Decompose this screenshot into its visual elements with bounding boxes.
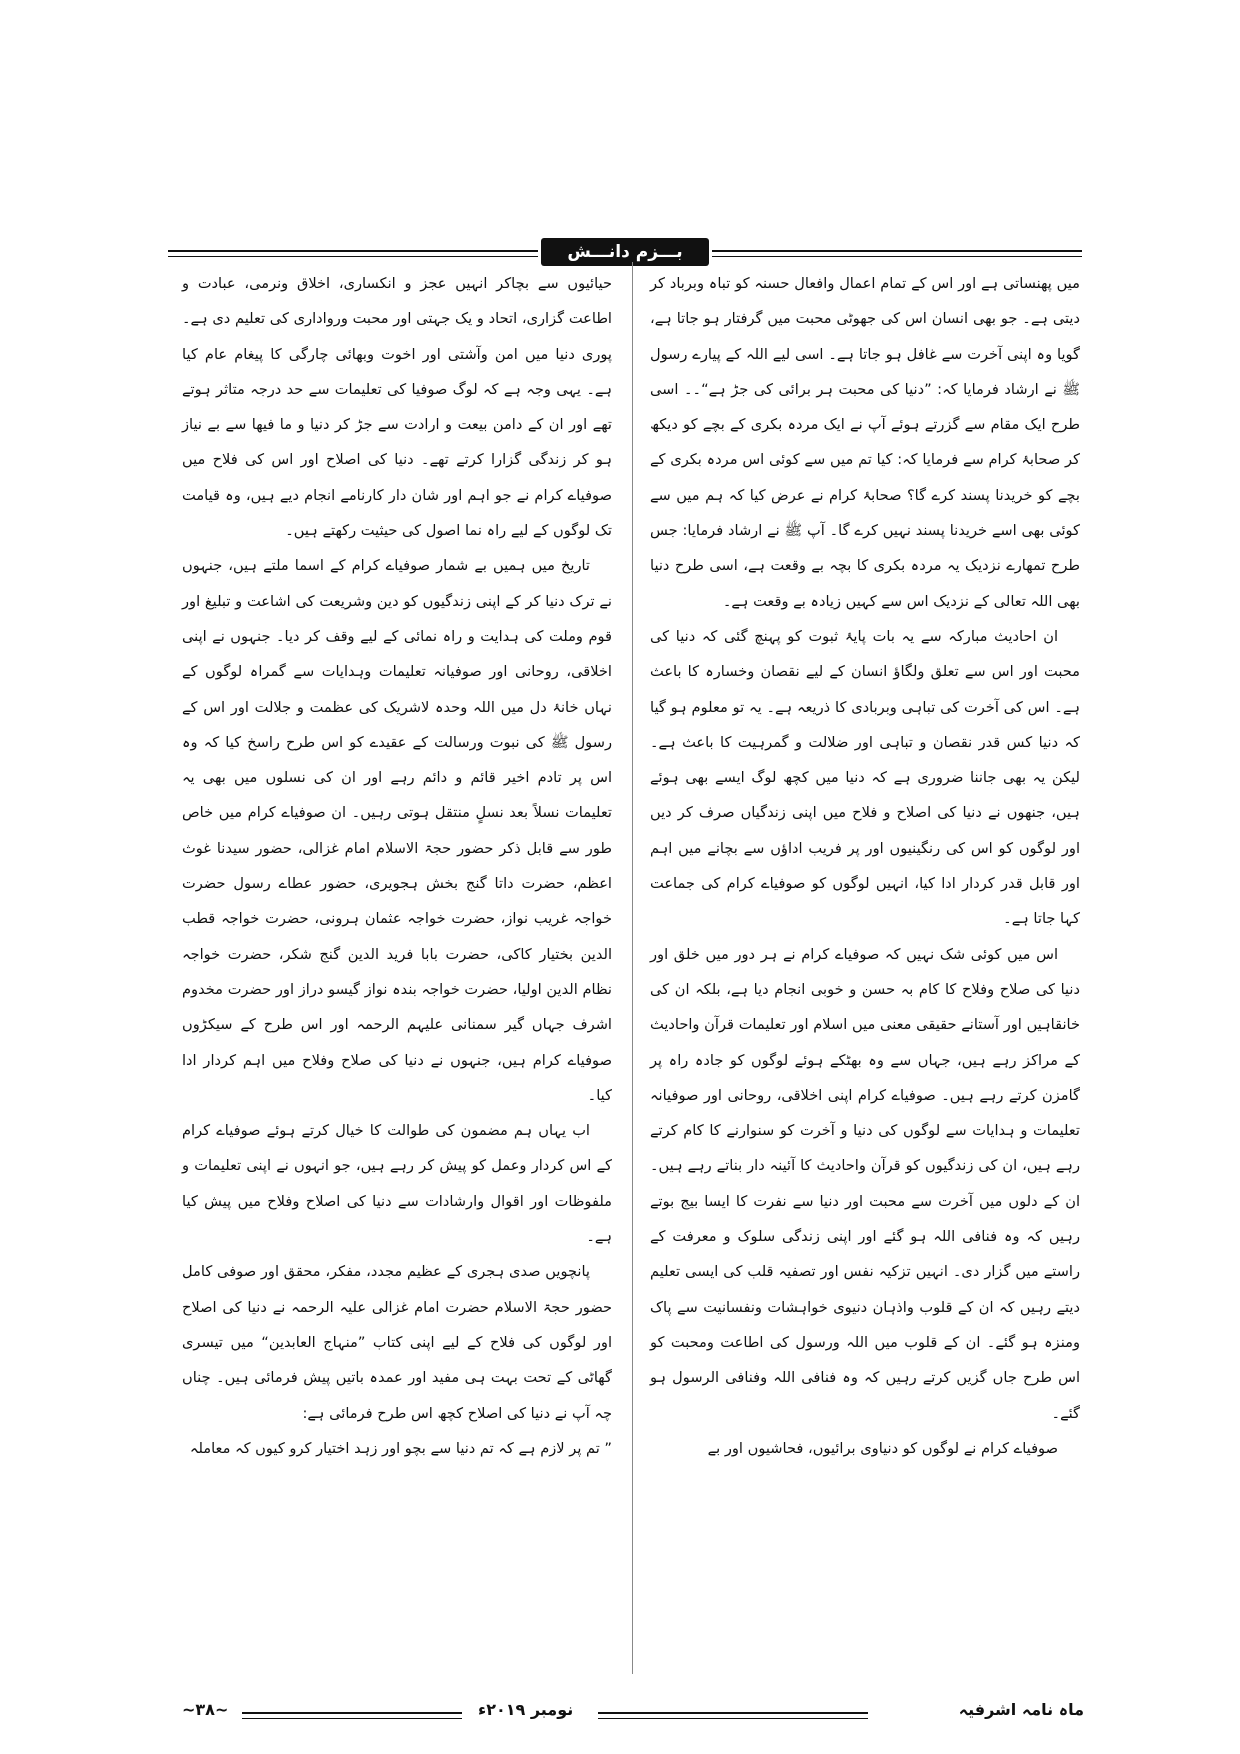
magazine-name: ماہ نامہ اشرفیہ	[958, 1700, 1084, 1719]
page-footer	[178, 1694, 1084, 1728]
header-rule-right-thin	[712, 256, 1082, 257]
header-rule-left-thin	[168, 256, 538, 257]
paragraph: میں پھنساتی ہے اور اس کے تمام اعمال وافعال حسنہ کو تباہ وبرباد کر دیتی ہے۔ جو بھی انسان اس کی جھوٹی محبت میں گرفتار ہو جاتا ہے، گویا وہ اپنی آخرت سے غافل ہو جاتا ہے۔ اسی لیے اللہ کے پیارے رسول ﷺ نے ارشاد فرمایا کہ: ”دنیا کی محبت ہر برائی کی جڑ ہے“۔۔ اسی طرح ایک مقام سے گزرتے ہوئے آپ نے ایک مردہ بکری کے بچے کو دیکھ کر صحابۂ کرام سے فرمایا کہ: کیا تم میں سے کوئی اس مردہ بکری کے بچے کو خریدنا پسند کرے گا؟ صحابۂ کرام نے عرض کیا کہ ہم میں سے کوئی بھی اسے خریدنا پسند نہیں کرے گا۔ آپ ﷺ نے ارشاد فرمایا: جس طرح تمھارے نزدیک یہ مردہ بکری کا بچہ بے وقعت ہے، اسی طرح دنیا بھی اللہ تعالی کے نزدیک اس سے کہیں زیادہ بے وقعت ہے۔	[650, 275, 1080, 610]
right-column	[650, 266, 1080, 1676]
left-column	[182, 266, 612, 1676]
header-rule-left	[168, 250, 538, 252]
paragraph: حیائیوں سے بچاکر انہیں عجز و انکساری، اخلاق ونرمی، عبادت و اطاعت گزاری، اتحاد و یک جہتی اور محبت ورواداری کی تعلیم دی ہے۔ پوری دنیا میں امن وآشتی اور اخوت وبھائی چارگی کا پیغام عام کیا ہے۔ یہی وجہ ہے کہ لوگ صوفیا کی تعلیمات سے حد درجہ متاثر ہوتے تھے اور ان کے دامن بیعت و ارادت سے جڑ کر دنیا و ما فیھا سے بے نیاز ہو کر زندگی گزارا کرتے تھے۔ دنیا کی اصلاح اور اس کی فلاح میں صوفیاے کرام نے جو اہم اور شان دار کارنامے انجام دیے ہیں، وہ قیامت تک لوگوں کے لیے راہ نما اصول کی حیثیت رکھتے ہیں۔	[182, 275, 612, 540]
footer-rule-thin	[598, 1718, 868, 1719]
header-rule-right	[712, 250, 1082, 252]
paragraph: ان احادیث مبارکہ سے یہ بات پایۂ ثبوت کو پہنچ گئی کہ دنیا کی محبت اور اس سے تعلق ولگاؤ انسان کے لیے نقصان وخسارہ کا باعث ہے۔ اس کی آخرت کی تباہی وبربادی کا ذریعہ ہے۔ یہ تو معلوم ہو گیا کہ دنیا کس قدر نقصان و تباہی اور ضلالت و گمرہیت کا باعث ہے۔ لیکن یہ بھی جاننا ضروری ہے کہ دنیا میں کچھ لوگ ایسے بھی ہوئے ہیں، جنھوں نے دنیا کی اصلاح و فلاح میں اپنی زندگیاں صرف کر دیں اور لوگوں کو اس کی رنگینیوں اور پر فریب اداؤں سے بچانے میں اہم اور قابل قدر کردار ادا کیا، انہیں لوگوں کو صوفیاے کرام کی جماعت کہا جاتا ہے۔	[650, 627, 1080, 928]
footer-rule-thin	[242, 1718, 462, 1719]
footer-rule	[598, 1712, 868, 1714]
paragraph: پانچویں صدی ہجری کے عظیم مجدد، مفکر، محقق اور صوفی کامل حضور حجۃ الاسلام حضرت امام غزالی علیہ الرحمہ نے دنیا کی اصلاح اور لوگوں کی فلاح کے لیے اپنی کتاب ”منہاج العابدین“ میں تیسری گھاٹی کے تحت بہت ہی مفید اور عمدہ باتیں پیش فرمائی ہیں۔ چناں چہ آپ نے دنیا کی اصلاح کچھ اس طرح فرمائی ہے:	[182, 1263, 612, 1422]
page-number: ~۳۸~	[182, 1700, 229, 1719]
paragraph: اب یہاں ہم مضمون کی طوالت کا خیال کرتے ہوئے صوفیاے کرام کے اس کردار وعمل کو پیش کر رہے ہیں، جو انہوں نے اپنی تعلیمات و ملفوظات اور اقوال وارشادات سے دنیا کی اصلاح وفلاح میں پیش کیا ہے۔	[182, 1122, 612, 1246]
issue-date: نومبر ۲۰۱۹ء	[478, 1700, 574, 1719]
paragraph: اس میں کوئی شک نہیں کہ صوفیاے کرام نے ہر دور میں خلق اور دنیا کی صلاح وفلاح کا کام بہ حسن و خوبی انجام دیا ہے، بلکہ ان کی خانقاہیں اور آستانے حقیقی معنی میں اسلام اور تعلیمات قرآن واحادیث کے مراکز رہے ہیں، جہاں سے وہ بھٹکے ہوئے لوگوں کو جادہ راہ پر گامزن کرتے رہے ہیں۔ صوفیاے کرام اپنی اخلاقی، روحانی اور صوفیانہ تعلیمات و ہدایات سے لوگوں کی دنیا و آخرت کو سنوارنے کا کام کرتے رہے ہیں، ان کی زندگیوں کو قرآن واحادیث کا آئینہ دار بناتے رہے ہیں۔ ان کے دلوں میں آخرت سے محبت اور دنیا سے نفرت کا ایسا بیج بوتے رہیں کہ وہ فنافی اللہ ہو گئے اور اپنی زندگی سلوک و معرفت کے راستے میں گزار دی۔ انہیں تزکیہ نفس اور تصفیہ قلب کی ایسی تعلیم دیتے رہیں کہ ان کے قلوب واذہان دنیوی خواہشات ونفسانیت سے پاک ومنزہ ہو گئے۔ ان کے قلوب میں اللہ ورسول کی اطاعت ومحبت کو اس طرح جاں گزیں کرتے رہیں کہ وہ فنافی اللہ وفنافی الرسول ہو گئے۔	[650, 945, 1080, 1422]
footer-rule	[242, 1712, 462, 1714]
section-title: بـــزم دانـــش	[541, 238, 709, 266]
column-divider	[632, 262, 633, 1674]
paragraph: ” تم پر لازم ہے کہ تم دنیا سے بچو اور زہد اختیار کرو کیوں کہ معاملہ	[189, 1439, 612, 1457]
paragraph: تاریخ میں ہمیں بے شمار صوفیاے کرام کے اسما ملتے ہیں، جنہوں نے ترک دنیا کر کے اپنی زندگیوں کو دین وشریعت کی اشاعت و تبلیغ اور قوم وملت کی ہدایت و راہ نمائی کے لیے وقف کر دیا۔ جنہوں نے اپنی اخلاقی، روحانی اور صوفیانہ تعلیمات وہدایات سے گمراہ لوگوں کے نہاں خانۂ دل میں اللہ وحدہ لاشریک کی عظمت و جلالت اور اس کے رسول ﷺ کی نبوت ورسالت کے عقیدے کو اس طرح راسخ کیا کہ وہ اس پر تادم اخیر قائم و دائم رہے اور ان کی نسلوں میں بھی یہ تعلیمات نسلاً بعد نسلٍ منتقل ہوتی رہیں۔ ان صوفیاے کرام میں خاص طور سے قابل ذکر حضور حجۃ الاسلام امام غزالی، حضور سیدنا غوث اعظم، حضرت داتا گنج بخش ہجویری، حضور عطاے رسول حضرت خواجہ غریب نواز، حضرت خواجہ عثمان ہرونی، حضرت خواجہ قطب الدین بختیار کاکی، حضرت بابا فرید الدین گنج شکر، حضرت خواجہ نظام الدین اولیا، حضرت خواجہ بندہ نواز گیسو دراز اور حضرت مخدوم اشرف جہاں گیر سمنانی علیہم الرحمہ اور اس طرح کے سیکڑوں صوفیاے کرام ہیں، جنہوں نے دنیا کی صلاح وفلاح میں اہم کردار ادا کیا۔	[182, 557, 612, 1104]
paragraph: صوفیاے کرام نے لوگوں کو دنیاوی برائیوں، فحاشیوں اور بے	[707, 1439, 1058, 1457]
